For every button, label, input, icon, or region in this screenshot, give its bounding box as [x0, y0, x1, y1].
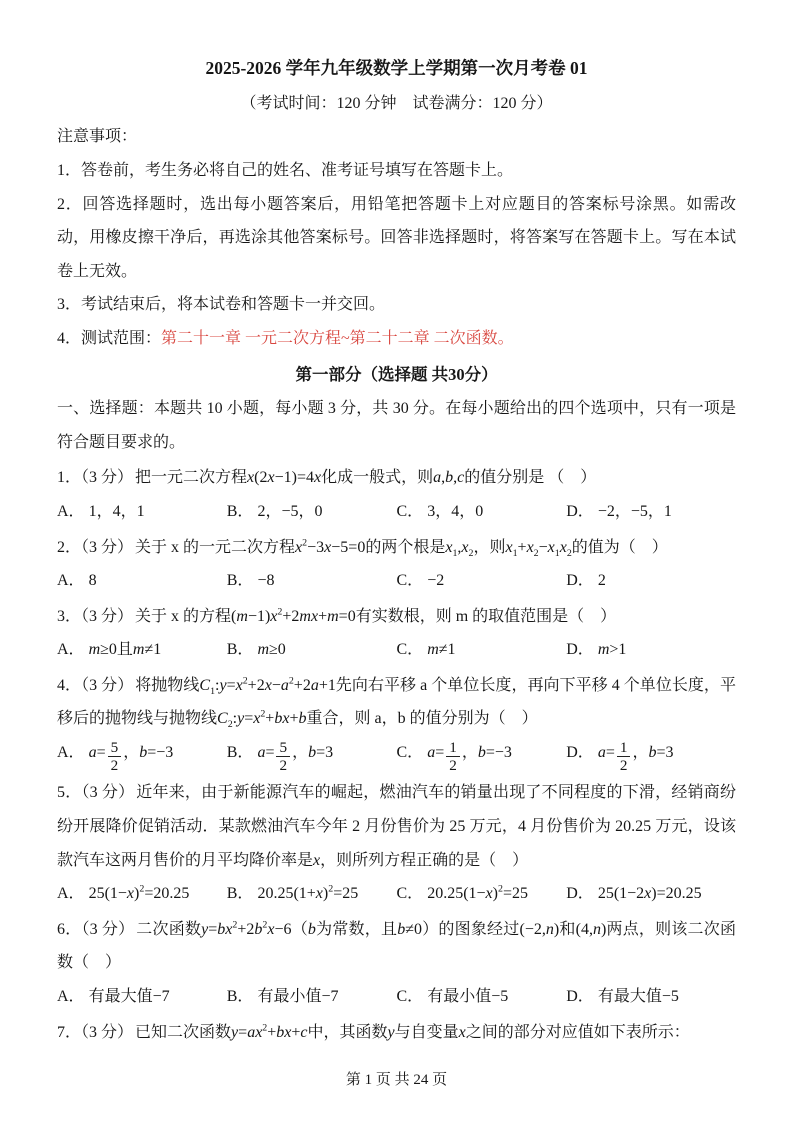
- option-a: [57, 633, 227, 667]
- option-b: [227, 495, 397, 529]
- option-label: C．: [396, 502, 424, 520]
- option-b: [227, 633, 397, 667]
- text-fragment: −2: [427, 572, 445, 590]
- question-3-options: [57, 633, 736, 667]
- math-fragment: a=: [597, 744, 615, 762]
- option-value: [89, 572, 97, 589]
- question-3: [57, 600, 736, 667]
- question-stem-text: [135, 537, 668, 559]
- option-label: D．: [566, 502, 594, 520]
- text-fragment: 有最大值−5: [597, 988, 679, 1006]
- question-stem-text: [57, 921, 736, 972]
- option-label: C．: [396, 641, 424, 659]
- option-value: [89, 503, 145, 520]
- text-fragment: 两点，则该二次函数（ ）: [57, 920, 736, 972]
- text-fragment: 和: [559, 920, 576, 938]
- text-fragment: −2，−5，1: [597, 502, 672, 520]
- fraction-numerator: 1: [446, 739, 460, 757]
- superscript: 2: [139, 883, 145, 895]
- option-label: D．: [566, 744, 594, 762]
- text-fragment: 关于 x 的一元二次方程: [135, 538, 296, 556]
- math-fragment: m≥0: [88, 641, 117, 659]
- option-a: [57, 495, 227, 529]
- text-fragment: 化成一般式，则: [321, 469, 434, 487]
- math-fragment: b≠0: [397, 920, 422, 938]
- subscript: 1: [512, 547, 518, 559]
- question-score: （3 分）: [81, 607, 134, 625]
- option-label: C．: [396, 572, 424, 590]
- text-fragment: 二次函数: [136, 920, 202, 938]
- math-fragment: $y=bx^2+2b^2x-6$: [201, 919, 292, 938]
- question-5: [57, 776, 736, 910]
- text-fragment: 有最小值−5: [427, 988, 509, 1006]
- option-d: [566, 877, 736, 911]
- question-number: 2．: [57, 538, 82, 556]
- fraction-numerator: 5: [276, 739, 290, 757]
- question-2-stem: [57, 531, 736, 565]
- superscript: 2: [262, 1022, 268, 1034]
- option-c: [397, 495, 567, 529]
- option-value: [88, 738, 174, 774]
- subscript: 2: [566, 547, 572, 559]
- question-5-options: [57, 877, 736, 911]
- text-fragment: 关于 x 的方程: [135, 607, 232, 625]
- text-fragment: ）的图象经过: [421, 920, 520, 938]
- question-1-options: [57, 495, 736, 529]
- text-fragment: −8: [257, 572, 275, 590]
- question-number: 6．: [57, 920, 82, 938]
- part1-intro: 一、选择题：本题共 10 小题，每小题 3 分，共 30 分。在每小题给出的四个选项中，只有一项是符合题目要求的。: [57, 400, 736, 451]
- superscript: 2: [277, 606, 283, 618]
- fraction-numerator: 1: [617, 739, 631, 757]
- page-footer: 第 1 页 共 24 页: [345, 1071, 448, 1088]
- option-label: A．: [57, 885, 85, 903]
- fraction: [108, 739, 122, 775]
- option-c: [397, 564, 567, 598]
- text-fragment: 重合，则 a，b 的值分别为（ ）: [306, 710, 538, 728]
- text-fragment: ，: [292, 744, 309, 762]
- subscript: 2: [227, 719, 233, 731]
- math-fragment: b=3: [308, 744, 334, 762]
- text-fragment: ，: [632, 744, 649, 762]
- text-fragment: 已知二次函数: [135, 1023, 232, 1041]
- math-fragment: b=−3: [477, 744, 512, 762]
- superscript: 2: [260, 709, 266, 721]
- math-fragment: a,b,c: [433, 469, 465, 487]
- subscript: 2: [468, 547, 474, 559]
- superscript: 2: [232, 919, 238, 931]
- question-score: （3 分）: [81, 784, 135, 802]
- option-value: [598, 641, 627, 658]
- option-value: [257, 738, 334, 774]
- text-fragment: 近年来，由于新能源汽车的崛起，燃油汽车的销量出现了不同程度的下滑，经销商纷纷开展降价促销活动．某款燃油汽车今年 2 月份售价为 25 万元，4 月份售价为 20.25 万元，设该款汽车这两月售价的月平均降价率是: [57, 784, 736, 869]
- math-fragment: a=: [427, 744, 445, 762]
- option-a: [57, 877, 227, 911]
- math-fragment: $20.25(1+x)^2=25$: [257, 883, 359, 903]
- question-7-stem: [57, 1016, 736, 1050]
- superscript: 2: [302, 537, 308, 549]
- fraction-numerator: 5: [108, 739, 122, 757]
- fraction-denominator: 2: [110, 756, 119, 774]
- text-fragment: 与自变量: [394, 1023, 459, 1041]
- option-b: [227, 877, 397, 911]
- option-label: D．: [566, 885, 594, 903]
- option-d: [566, 736, 736, 774]
- option-value: [598, 503, 672, 520]
- option-b: [227, 736, 397, 774]
- option-label: C．: [396, 744, 424, 762]
- notice-item-4: [57, 322, 736, 356]
- fraction: [276, 739, 290, 775]
- math-fragment: $20.25(1-x)^2=25$: [427, 883, 528, 903]
- option-label: B．: [226, 988, 254, 1006]
- question-stem-text: [135, 608, 616, 625]
- question-score: （3 分）: [81, 1023, 134, 1041]
- option-value: [257, 641, 285, 658]
- text-fragment: 先向右平移 a 个单位长度，再向下平移 4 个单位长度，平移后的抛物线与抛物线: [57, 676, 736, 728]
- math-fragment: $25(1-x)^2=20.25$: [88, 883, 190, 903]
- math-fragment: $x_1,x_2$: [445, 538, 474, 559]
- question-number: 4．: [57, 676, 82, 694]
- question-score: （3 分）: [81, 469, 134, 487]
- option-c: [397, 980, 567, 1014]
- option-value: [598, 988, 679, 1005]
- option-value: [89, 988, 170, 1005]
- question-6: [57, 913, 736, 1014]
- math-fragment: b: [307, 920, 316, 938]
- question-stem-text: [57, 784, 736, 868]
- option-a: [57, 980, 227, 1014]
- option-label: B．: [226, 641, 254, 659]
- text-fragment: （: [291, 920, 308, 938]
- superscript: 2: [242, 675, 248, 687]
- question-6-stem: [57, 913, 736, 980]
- question-2: [57, 531, 736, 598]
- math-fragment: y: [387, 1023, 395, 1041]
- option-d: [566, 564, 736, 598]
- math-fragment: b=3: [648, 744, 674, 762]
- math-fragment: 25(1−2x)=20.25: [597, 885, 702, 903]
- option-label: B．: [226, 502, 254, 520]
- option-label: A．: [57, 744, 85, 762]
- math-fragment: $x_1+x_2-x_1x_2$: [505, 538, 572, 559]
- option-label: B．: [226, 885, 254, 903]
- subscript: 1: [452, 547, 458, 559]
- page-title: 2025-2026 学年九年级数学上学期第一次月考卷 01: [205, 58, 588, 78]
- option-value: [427, 572, 444, 589]
- notice-item-3: 3．考试结束后，将本试卷和答题卡一并交回。: [57, 296, 386, 314]
- text-fragment: 的值为（ ）: [571, 538, 668, 556]
- question-6-options: [57, 980, 736, 1014]
- question-number: 1．: [57, 469, 82, 487]
- option-value: [598, 572, 606, 589]
- fraction: [446, 739, 460, 775]
- question-stem-text: [135, 1024, 690, 1041]
- subscript: 1: [210, 686, 216, 698]
- question-number: 7．: [57, 1023, 82, 1041]
- option-value: [427, 641, 455, 658]
- part1-heading: 第一部分（选择题 共30分）: [295, 364, 498, 384]
- question-4-stem: [57, 669, 736, 736]
- math-fragment: x: [313, 851, 321, 869]
- text-fragment: ，则: [473, 538, 506, 556]
- math-fragment: m≥0: [257, 641, 286, 659]
- text-fragment: 把一元二次方程: [135, 469, 248, 487]
- fraction: [617, 739, 631, 775]
- option-d: [566, 633, 736, 667]
- question-4: [57, 669, 736, 775]
- option-value: [257, 503, 322, 520]
- math-fragment: (4,n): [575, 920, 607, 938]
- superscript: 2: [288, 675, 294, 687]
- option-label: A．: [57, 988, 85, 1006]
- text-fragment: 8: [88, 572, 97, 590]
- option-value: [257, 572, 274, 589]
- option-value: [597, 738, 674, 774]
- option-value: [257, 885, 358, 902]
- option-b: [227, 564, 397, 598]
- option-label: B．: [226, 572, 254, 590]
- option-label: A．: [57, 572, 85, 590]
- option-label: D．: [566, 641, 594, 659]
- option-d: [566, 495, 736, 529]
- math-fragment: $C_1:y=x^2+2x-a^2+2a+1$: [199, 675, 336, 698]
- option-b: [227, 980, 397, 1014]
- option-c: [397, 877, 567, 911]
- option-label: A．: [57, 641, 85, 659]
- option-label: C．: [396, 988, 424, 1006]
- option-value: [89, 885, 190, 902]
- subscript: 2: [533, 547, 539, 559]
- option-label: D．: [566, 988, 594, 1006]
- question-score: （3 分）: [81, 920, 135, 938]
- option-label: C．: [396, 885, 424, 903]
- text-fragment: 有最小值−7: [257, 988, 339, 1006]
- math-fragment: $(m-1)x^2+2mx+m=0$: [231, 606, 356, 625]
- question-4-options: [57, 736, 736, 774]
- notice-item-4-scope: 第二十一章 一元二次方程~第二十二章 二次函数。: [161, 329, 514, 347]
- math-fragment: a=: [88, 744, 106, 762]
- math-fragment: m≠1: [132, 641, 162, 659]
- text-fragment: 且: [116, 641, 133, 659]
- subscript: 1: [554, 547, 560, 559]
- math-fragment: x: [458, 1023, 466, 1041]
- option-value: [598, 885, 702, 902]
- question-3-stem: [57, 600, 736, 634]
- fraction-denominator: 2: [449, 756, 457, 774]
- math-fragment: a=: [257, 744, 275, 762]
- math-fragment: m≠1: [427, 641, 456, 659]
- text-fragment: 2，−5，0: [257, 502, 323, 520]
- text-fragment: 1，4，1: [88, 502, 145, 520]
- math-fragment: b=−3: [139, 744, 174, 762]
- question-1-stem: [57, 461, 736, 495]
- superscript: 2: [497, 883, 503, 895]
- math-fragment: m>1: [597, 641, 627, 659]
- text-fragment: ，则所列方程正确的是（ ）: [320, 851, 529, 869]
- fraction-denominator: 2: [619, 756, 628, 774]
- text-fragment: 有实数根，则 m 的取值范围是（ ）: [355, 607, 617, 625]
- question-score: （3 分）: [81, 676, 134, 694]
- notice-item-4-label: 4．测试范围：: [57, 329, 162, 347]
- question-1: [57, 461, 736, 528]
- question-stem-text: [135, 469, 596, 486]
- option-a: [57, 736, 227, 774]
- text-fragment: 之间的部分对应值如下表所示：: [465, 1023, 690, 1041]
- option-a: [57, 564, 227, 598]
- question-stem-text: [57, 675, 736, 731]
- math-fragment: $C_2:y=x^2+bx+b$: [217, 709, 307, 731]
- notice-heading: 注意事项：: [57, 128, 138, 146]
- option-c: [397, 736, 567, 774]
- option-label: A．: [57, 502, 85, 520]
- question-number: 5．: [57, 784, 82, 802]
- text-fragment: 有最大值−7: [88, 988, 170, 1006]
- question-5-stem: [57, 776, 736, 877]
- text-fragment: 中，其函数: [307, 1023, 388, 1041]
- option-label: D．: [566, 572, 594, 590]
- math-fragment: $y=ax^2+bx+c$: [231, 1022, 308, 1041]
- text-fragment: 3，4，0: [427, 502, 484, 520]
- option-value: [427, 503, 483, 520]
- question-2-options: [57, 564, 736, 598]
- text-fragment: 的两个根是: [365, 538, 446, 556]
- superscript: 2: [262, 919, 268, 931]
- option-value: [427, 988, 508, 1005]
- question-number: 3．: [57, 607, 82, 625]
- option-value: [89, 641, 162, 658]
- text-fragment: 的值分别是 （ ）: [464, 469, 597, 487]
- question-7: [57, 1016, 736, 1050]
- math-fragment: (−2,n): [519, 920, 560, 938]
- option-d: [566, 980, 736, 1014]
- text-fragment: 为常数，且: [315, 920, 398, 938]
- text-fragment: 将抛物线: [135, 676, 200, 694]
- math-fragment: x(2x−1)=4x: [247, 469, 322, 487]
- page-subtitle: （考试时间：120 分钟 试卷满分：120 分）: [240, 94, 553, 112]
- option-value: [257, 988, 338, 1005]
- text-fragment: 2: [597, 572, 606, 590]
- question-score: （3 分）: [81, 538, 134, 556]
- option-c: [397, 633, 567, 667]
- notice-item-1: 1．答卷前，考生务必将自己的姓名、准考证号填写在答题卡上。: [57, 161, 514, 179]
- option-label: B．: [226, 744, 254, 762]
- superscript: 2: [328, 883, 334, 895]
- option-value: [427, 885, 528, 902]
- text-fragment: ，: [123, 744, 140, 762]
- fraction-denominator: 2: [279, 756, 288, 774]
- option-value: [427, 738, 512, 774]
- notice-item-2: 2．回答选择题时，选出每小题答案后，用铅笔把答题卡上对应题目的答案标号涂黑。如需改动，用橡皮擦干净后，再选涂其他答案标号。回答非选择题时，将答案写在答题卡上。写在本试卷上无效。: [57, 195, 736, 280]
- math-fragment: $x^2-3x-5=0$: [295, 537, 366, 556]
- text-fragment: ，: [461, 744, 478, 762]
